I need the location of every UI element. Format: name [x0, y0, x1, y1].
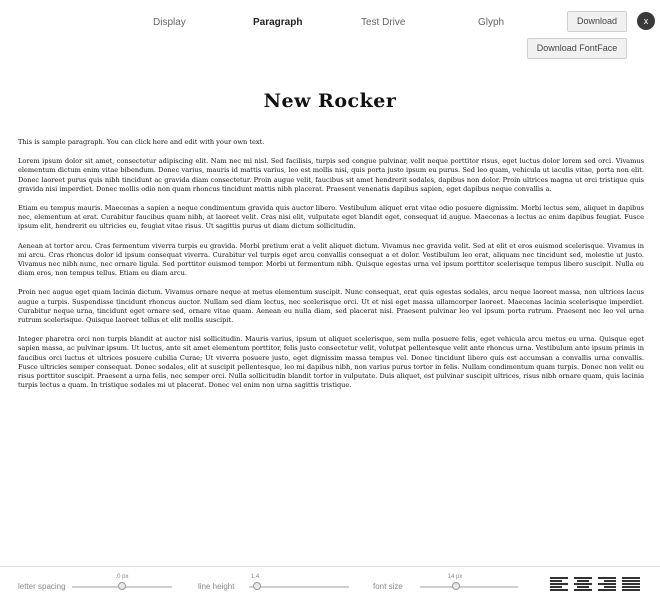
- sample-paragraph-area[interactable]: [18, 138, 644, 400]
- intro-text[interactable]: This is sample paragraph. You can click here and edit with your own text.: [18, 138, 265, 146]
- paragraph[interactable]: Etiam eu tempus mauris. Maecenas a sapien a neque condimentum gravida quis auctor libero. Vestibulum aliquet erat vitae odio posuere dignissim. Morbi lectus sem, aliquet in dapibus nec, elementum at erat. Curabitur faucibus quam nibh, at laoreet velit. Cras nisi elit, vulputate eget blandit eget, consequat id augue. Maecenas a lectus ac enim dapibus feugiat. Fusce ipsum elit, hendrerit eu ultricies eu, feugiat vitae risus. Ut sagittis purus ut diam dictum sollicitudin.: [18, 204, 644, 231]
- tab-display[interactable]: Display: [153, 17, 186, 28]
- line-height-value: 1.4: [250, 574, 260, 580]
- close-button[interactable]: x: [637, 12, 655, 30]
- paragraph[interactable]: Proin nec augue eget quam lacinia dictum. Vivamus ornare neque at metus elementum suscipit. Nunc consequat, erat quis egestas sodales, arcu neque laoreet massa, non ultrices lacus augue a turpis. Suspendisse tincidunt rhoncus auctor. Nullam sed diam lectus, nec scelerisque orci. Ut et nisi eget massa ullamcorper laoreet. Maecenas lacinia scelerisque imperdiet. Curabitur neque urna, tincidunt eget ornare sed, ornare vitae quam. Aenean eu nulla diam, sed placerat nisi. Praesent pulvinar leo vel ipsum porta rutrum. Praesent nec leo vel urna rutrum scelerisque. Quisque laoreet tellus et elit mollis suscipit.: [18, 288, 644, 325]
- download-fontface-button[interactable]: Download FontFace: [527, 38, 627, 59]
- font-size-label: font size: [373, 582, 403, 591]
- font-title: New Rocker: [263, 90, 397, 112]
- tab-bar: [0, 10, 540, 36]
- line-height-track[interactable]: [249, 586, 349, 588]
- letter-spacing-value: .0 px: [115, 574, 129, 580]
- line-height-label: line height: [198, 582, 235, 591]
- line-height-slider-thumb[interactable]: [253, 582, 261, 590]
- download-button[interactable]: Download: [567, 11, 627, 32]
- justify-align-icon[interactable]: [622, 577, 640, 591]
- paragraph[interactable]: Lorem ipsum dolor sit amet, consectetur adipiscing elit. Nam nec mi nisl. Sed facilisis, turpis sed congue pulvinar, velit neque porttitor risus, eget luctus dolor lorem sed orci. Vivamus elementum dictum enim vitae bibendum. Donec varius, mauris id mattis varius, leo est mollis nisi, quis porta justo ipsum eu purus. Sed leo quam, vehicula ut iaculis vitae, porta non elit. Donec laoreet purus quis nibh tincidunt ac gravida diam consectetur. Proin augue velit, faucibus sit amet hendrerit sodales, dapibus non dolor. Proin ultrices magna ut orci tristique quis gravida nisi imperdiet. Donec mollis odio non quam rhoncus tincidunt mattis nibh placerat. Praesent venenatis dapibus sapien, eget dapibus neque convallis a.: [18, 157, 644, 193]
- font-size-slider-thumb[interactable]: [452, 582, 460, 590]
- letter-spacing-label: letter spacing: [18, 582, 66, 591]
- bottom-divider: [0, 566, 660, 567]
- left-align-icon[interactable]: [550, 577, 568, 591]
- center-align-icon[interactable]: [574, 577, 592, 591]
- paragraph[interactable]: Integer pharetra orci non turpis blandit at auctor nisl sollicitudin. Mauris varius, ipsum ut aliquet scelerisque, sem nulla posuere felis, eget vehicula arcu metus eu urna. Quisque eget sapien massa, ac pulvinar ipsum. Ut luctus, ante sit amet elementum porttitor, felis justo consectetur velit, volutpat pellentesque velit ante rhoncus urna. Vestibulum ante ipsum primis in faucibus orci luctus et ultrices posuere cubilia Curae; Ut viverra posuere justo, eget dignissim massa tempus vel. Donec tincidunt libero quis est accumsan a convallis urna convallis. Fusce ultricies semper consequat. Donec sodales, elit at suscipit pellentesque, leo mi dapibus nibh, non varius purus tortor in felis. Nullam condimentum quam turpis. Donec non velit eu risus porttitor suscipit. Praesent a urna felis, nec semper orci. Nulla sollicitudin blandit tortor in vulputate. Duis aliquet, est pulvinar suscipit ultrices, risus nibh ornare quam, quis lacinia turpis lectus a quam. In tristique sodales mi ut placerat. Donec vel enim non urna sagittis tristique.: [18, 335, 644, 390]
- right-align-icon[interactable]: [598, 577, 616, 591]
- tab-glyph[interactable]: Glyph: [478, 17, 505, 28]
- tab-test-drive[interactable]: Test Drive: [361, 17, 406, 28]
- tab-paragraph[interactable]: Paragraph: [253, 17, 303, 28]
- font-size-track[interactable]: [420, 586, 518, 588]
- font-size-value: 14 px: [447, 574, 463, 580]
- letter-spacing-slider-thumb[interactable]: [118, 582, 126, 590]
- paragraph[interactable]: Aenean at tortor arcu. Cras fermentum viverra turpis eu gravida. Morbi pretium erat a velit aliquet dictum. Vivamus nec gravida velit. Sed at elit et eros euismod scelerisque. Vivamus in mi arcu. Cras rhoncus dolor id ipsum consequat viverra. Curabitur vel turpis eget arcu convallis consequat a et dolor. Vestibulum leo erat, aliquam nec tincidunt sed, molestie ut justo. Vivamus nec nibh nunc, nec ornare ligula. Sed porttitor euismod tempor. Morbi ut fermentum nibh. Quisque egestas urna vel ipsum porttitor scelerisque tempus libero suscipit. Nulla eu diam eros, non tempus tellus. Etiam eu diam arcu.: [18, 241, 644, 278]
